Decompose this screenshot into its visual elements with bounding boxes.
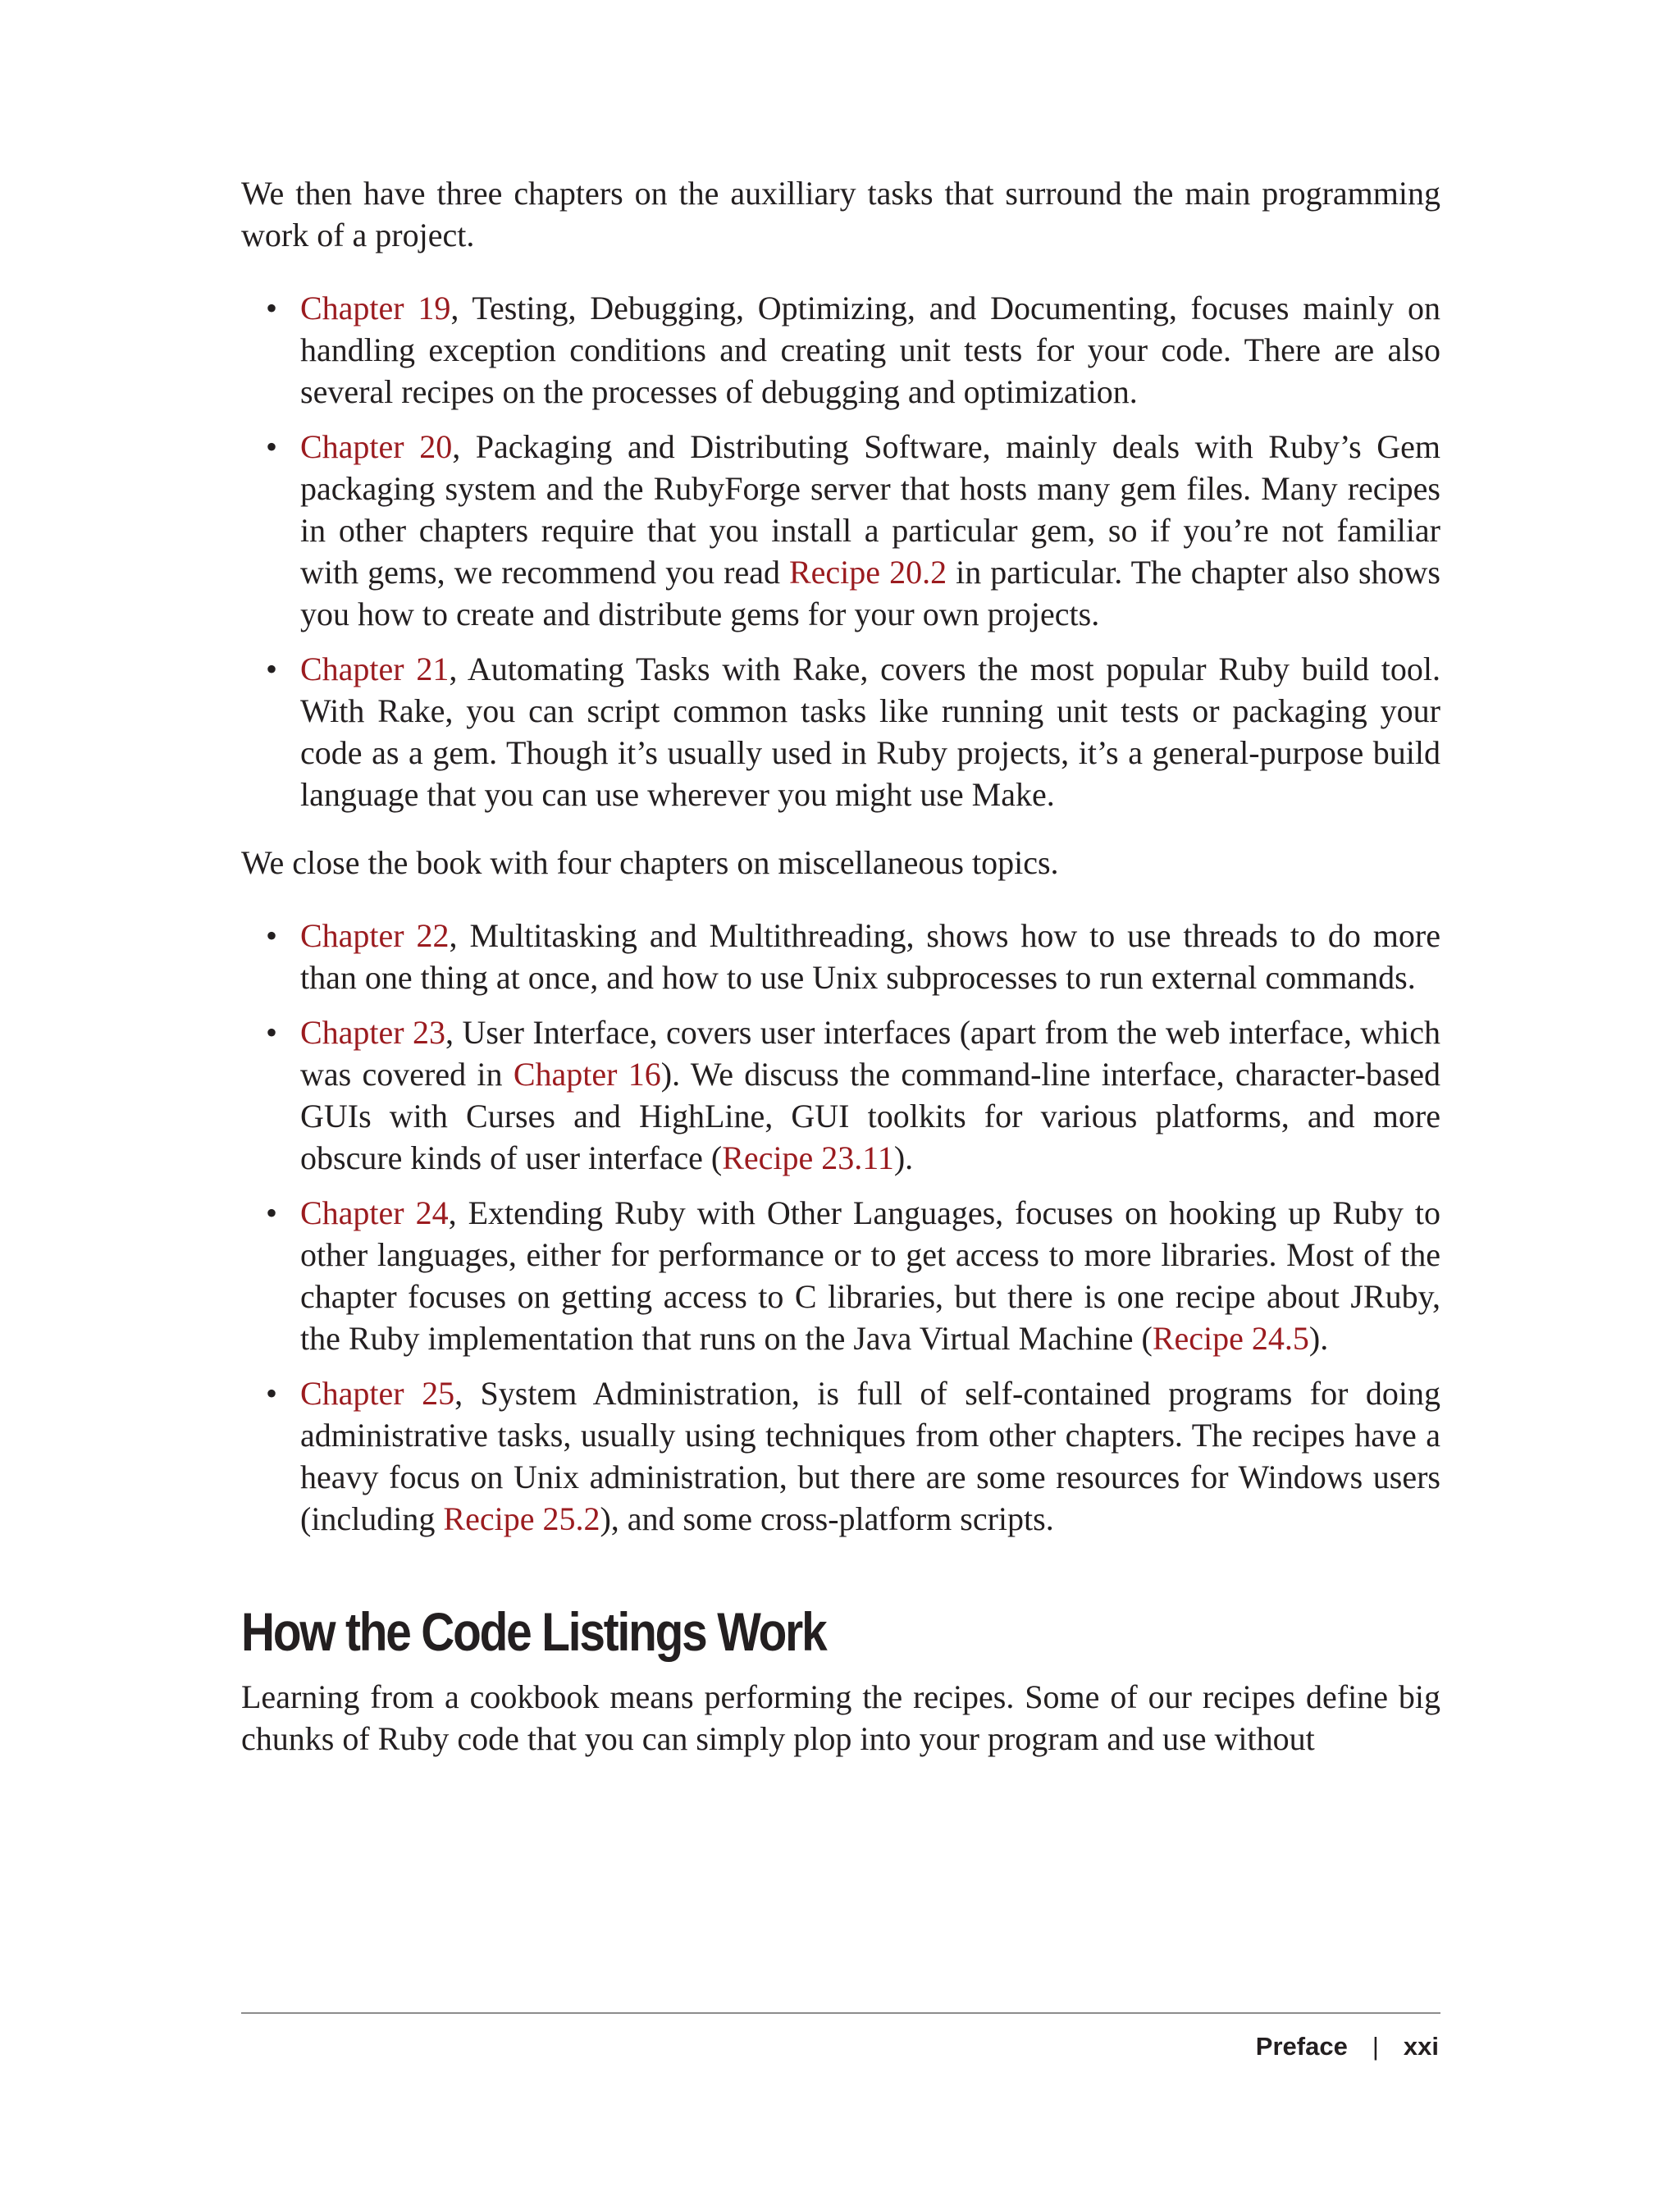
bullet-icon: • — [266, 290, 278, 326]
page-number: xxi — [1403, 2032, 1439, 2061]
closing-paragraph: Learning from a cookbook means performing the recipes. Some of our recipes define big chunks of Ruby code that you can simply plop into your program and use without — [241, 1678, 1440, 1757]
recipe-23-11-link[interactable]: Recipe 23.11 — [722, 1139, 894, 1176]
recipe-24-5-link[interactable]: Recipe 24.5 — [1152, 1320, 1309, 1357]
chapter-19-description: , Testing, Debugging, Optimizing, and Documenting, focuses mainly on handling exception conditions and creating unit tests for your code. There are also several recipes on the processes of debugging and optimization. — [300, 290, 1441, 410]
list-item-chapter-23 — [241, 1011, 1440, 1179]
section-heading: How the Code Listings Work — [241, 1601, 826, 1662]
chapter-20-description: , Packaging and Distributing Software, mainly deals with Ruby’s Gem packaging system and the RubyForge server that hosts many gem files. Many recipes in other chapters require that you install a particular gem, so if you’re not familiar with gems, we recommend you read — [300, 428, 1440, 591]
chapter-16-link[interactable]: Chapter 16 — [513, 1056, 661, 1093]
list-item-chapter-25 — [241, 1372, 1440, 1540]
bullet-icon: • — [266, 917, 278, 954]
footer-section-title: Preface — [1255, 2032, 1348, 2061]
bullet-icon: • — [266, 651, 278, 687]
miscellaneous-chapters-list — [241, 915, 1440, 1540]
chapter-21-link[interactable]: Chapter 21 — [300, 651, 450, 687]
chapter-25-link[interactable]: Chapter 25 — [300, 1375, 455, 1412]
chapter-20-description-end: in particular. The chapter also shows you how to create and distribute gems for your own projects. — [300, 554, 1440, 632]
chapter-24-description-end: ). — [1308, 1320, 1329, 1357]
chapter-22-link[interactable]: Chapter 22 — [300, 917, 450, 954]
chapter-23-link[interactable]: Chapter 23 — [300, 1014, 446, 1051]
chapter-23-description-mid: ). We discuss the command-line interface, character-based GUIs with Curses and HighLine, GUI toolkits for various platforms, and more obscure kinds of user interface ( — [300, 1056, 1441, 1176]
bullet-icon: • — [266, 1014, 278, 1051]
recipe-20-2-link[interactable]: Recipe 20.2 — [788, 554, 947, 591]
list-item-chapter-22 — [241, 915, 1440, 998]
middle-paragraph: We close the book with four chapters on miscellaneous topics. — [241, 844, 1059, 881]
chapter-21-description: , Automating Tasks with Rake, covers the most popular Ruby build tool. With Rake, you can script common tasks like running unit tests or packaging your code as a gem. Though it’s usually used in Ruby projects, it’s a general-purpose build language that you can use wherever you might use Make. — [300, 651, 1440, 813]
chapter-19-link[interactable]: Chapter 19 — [300, 290, 451, 326]
list-item-chapter-24 — [241, 1192, 1440, 1359]
bullet-icon: • — [266, 428, 278, 465]
chapter-24-description: , Extending Ruby with Other Languages, focuses on hooking up Ruby to other languages, either for performance or to get access to more libraries. Most of the chapter focuses on getting access to C libraries, but there is one recipe about JRuby, the Ruby implementation that runs on the Java Virtual Machine ( — [300, 1194, 1440, 1357]
chapter-23-description-end: ). — [893, 1139, 914, 1176]
chapter-22-description: , Multitasking and Multithreading, shows how to use threads to do more than one thing at once, and how to use Unix subprocesses to run external commands. — [300, 917, 1440, 996]
intro-paragraph: We then have three chapters on the auxilliary tasks that surround the main programming work of a project. — [241, 175, 1440, 253]
list-item-chapter-20 — [241, 426, 1440, 635]
list-item-chapter-21 — [241, 648, 1440, 815]
page-footer — [241, 2012, 1440, 2061]
footer-label — [1256, 2030, 1439, 2063]
bullet-icon: • — [266, 1375, 278, 1412]
footer-rule — [241, 2012, 1440, 2014]
chapter-23-description: , User Interface, covers user interfaces (apart from the web interface, which was covered in — [300, 1014, 1440, 1093]
list-item-chapter-19 — [241, 287, 1440, 413]
recipe-25-2-link[interactable]: Recipe 25.2 — [443, 1500, 600, 1537]
footer-separator: | — [1372, 2032, 1379, 2061]
chapter-25-description: , System Administration, is full of self-contained programs for doing administrative tasks, usually using techniques from other chapters. The recipes have a heavy focus on Unix administration, but there are some resources for Windows users (including — [300, 1375, 1441, 1537]
chapter-25-description-end: ), and some cross-platform scripts. — [600, 1500, 1054, 1537]
chapter-24-link[interactable]: Chapter 24 — [300, 1194, 449, 1231]
chapter-20-link[interactable]: Chapter 20 — [300, 428, 453, 465]
bullet-icon: • — [266, 1194, 278, 1231]
page-body — [241, 172, 1440, 1760]
auxiliary-chapters-list — [241, 287, 1440, 815]
